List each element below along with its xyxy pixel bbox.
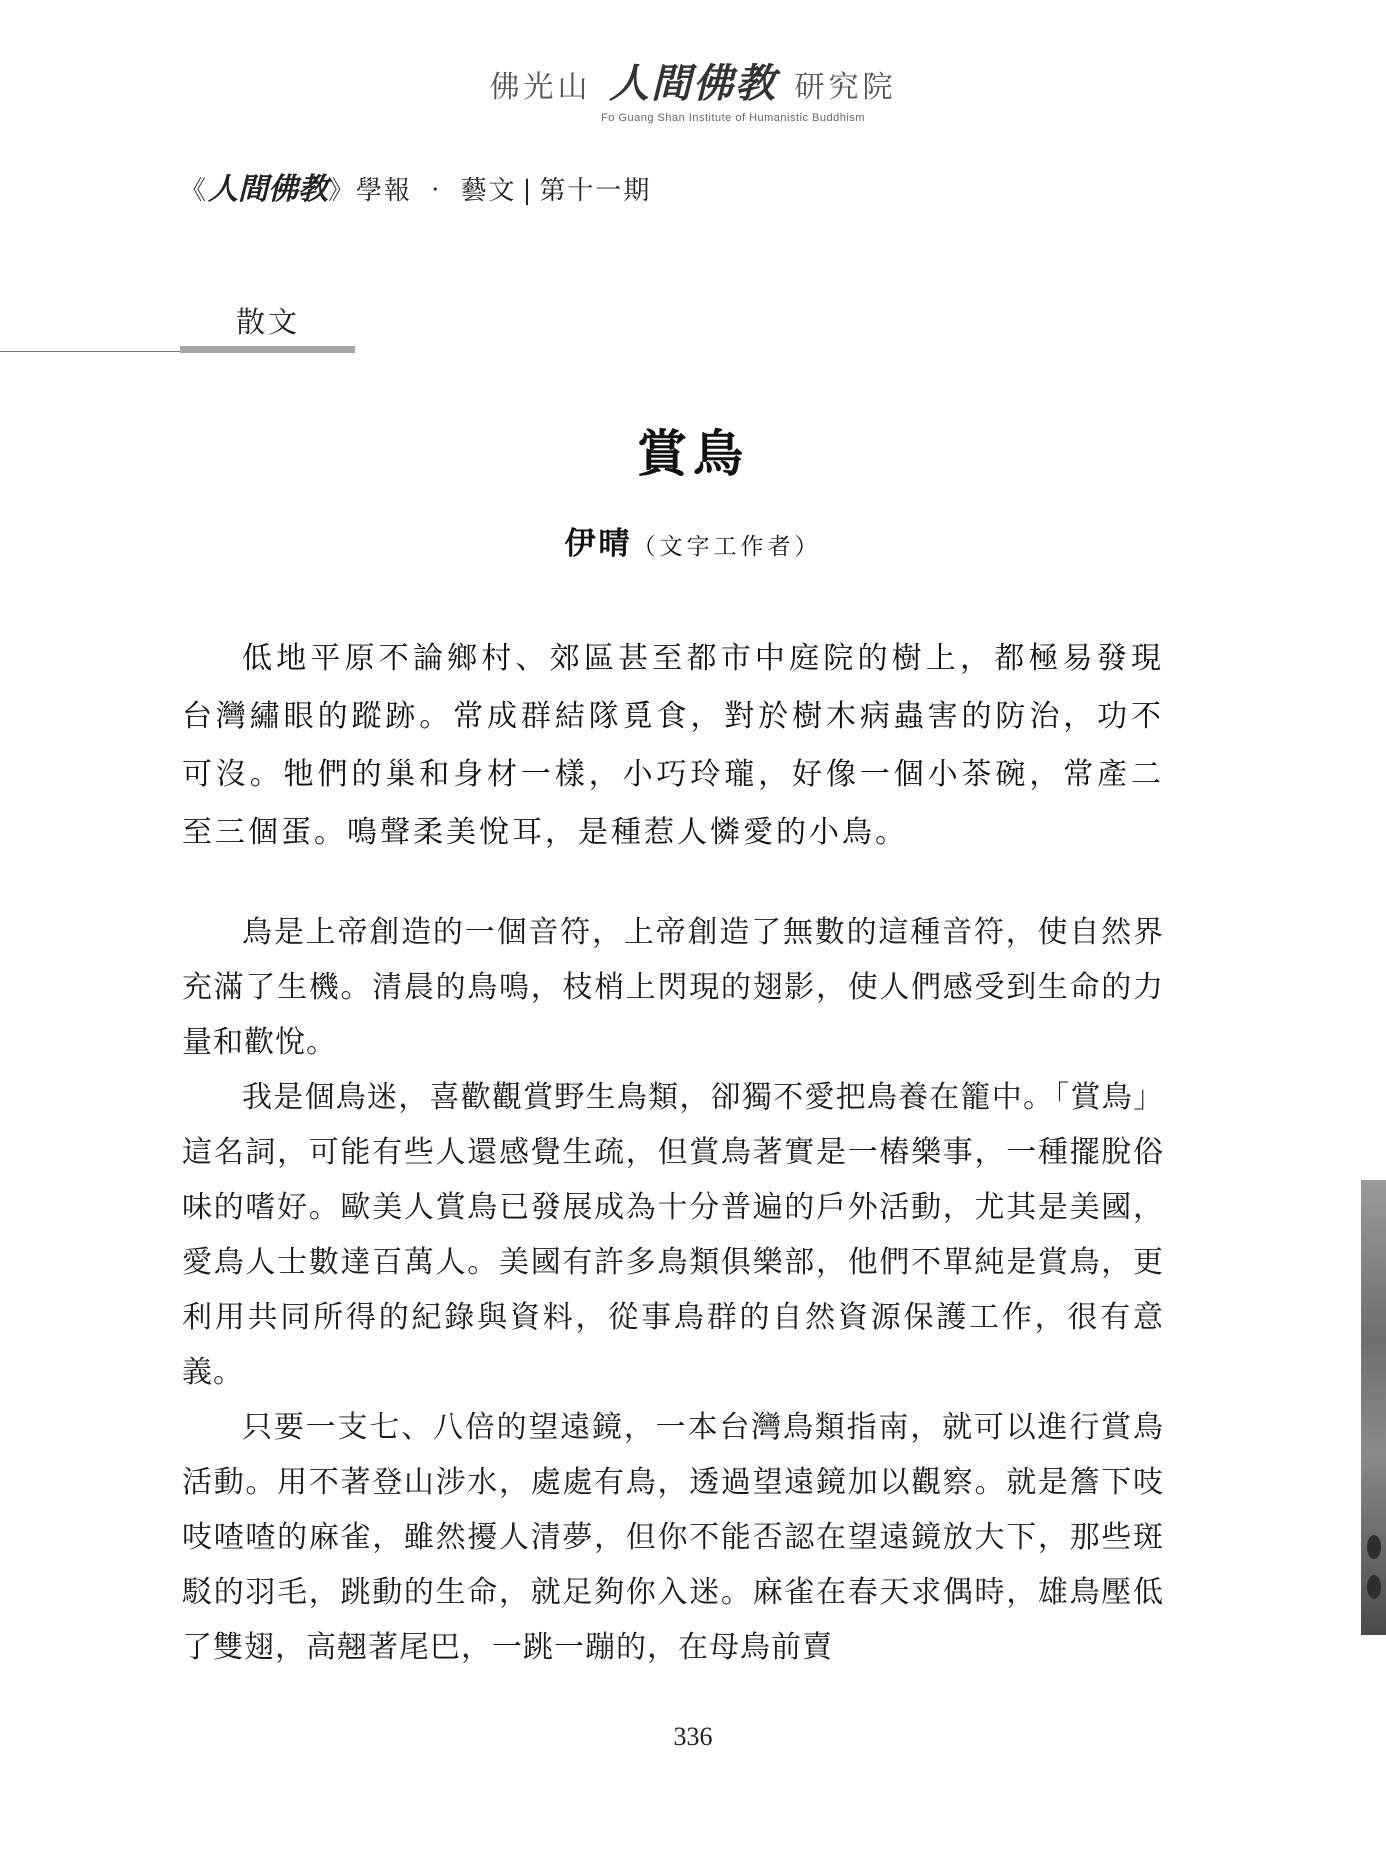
body-paragraph: 我是個鳥迷，喜歡觀賞野生鳥類，卻獨不愛把鳥養在籠中。「賞鳥」這名詞，可能有些人還感覺生疏，但賞鳥著實是一樁樂事，一種擺脫俗味的嗜好。歐美人賞鳥已發展成為十分普遍的戶外活動，尤其是美國，愛鳥人士數達百萬人。美國有許多鳥類俱樂部，他們不單純是賞鳥，更利用共同所得的紀錄與資料，從事鳥群的自然資源保護工作，很有意義。 [182, 1080, 1164, 1390]
running-head-issue: 第十一期 [539, 176, 652, 206]
body-paragraph: 只要一支七、八倍的望遠鏡，一本台灣鳥類指南，就可以進行賞鳥活動。用不著登山涉水，處處有鳥，透過望遠鏡加以觀察。就是簷下吱吱喳喳的麻雀，雖然擾人清夢，但你不能否認在望遠鏡放大下，那些斑駁的羽毛，跳動的生命，就足夠你入迷。麻雀在春天求偶時，雄鳥壓低了雙翅，高翹著尾巴，一跳一蹦的，在母鳥前賣 [182, 1410, 1164, 1665]
author-role: （文字工作者） [632, 534, 822, 560]
institute-name-prefix: 佛光山 [489, 70, 592, 105]
institute-logo-calligraphy: 人間佛教 [609, 60, 777, 107]
masthead [0, 60, 1386, 124]
institute-name [0, 60, 1386, 108]
edge-tab-texture [1367, 1535, 1381, 1559]
running-head [180, 164, 651, 208]
institute-name-english: Fo Guang Shan Institute of Humanistic Buddhism [601, 112, 865, 124]
edge-tab-texture [1367, 1575, 1381, 1599]
lead-paragraph-block [182, 630, 1164, 862]
byline [0, 518, 1386, 563]
edge-thumb-tab [1361, 1180, 1386, 1635]
article-title: 賞鳥 [637, 424, 749, 483]
running-head-calligraphy: 人間佛教 [208, 172, 329, 207]
running-head-open-bracket: 《 [180, 176, 209, 206]
running-head-journal: 學報 ‧ 藝文 [356, 176, 517, 206]
institute-name-suffix: 研究院 [794, 70, 897, 105]
running-head-separator: | [522, 176, 534, 206]
section-label: 散文 [236, 305, 301, 339]
body-paragraph: 鳥是上帝創造的一個音符，上帝創造了無數的這種音符，使自然界充滿了生機。清晨的鳥鳴，枝梢上閃現的翅影，使人們感受到生命的力量和歡悅。 [182, 915, 1164, 1060]
article-body [182, 905, 1164, 1675]
running-head-close-bracket: 》 [328, 176, 357, 206]
author-name: 伊晴 [564, 526, 633, 562]
section-rule-accent [180, 346, 355, 353]
lead-paragraph: 低地平原不論鄉村、郊區甚至都市中庭院的樹上，都極易發現台灣繡眼的蹤跡。常成群結隊覓食，對於樹木病蟲害的防治，功不可沒。牠們的巢和身材一樣，小巧玲瓏，好像一個小茶碗，常產二至三個蛋。鳴聲柔美悅耳，是種惹人憐愛的小鳥。 [182, 641, 1164, 850]
page-number: 336 [673, 1722, 713, 1751]
